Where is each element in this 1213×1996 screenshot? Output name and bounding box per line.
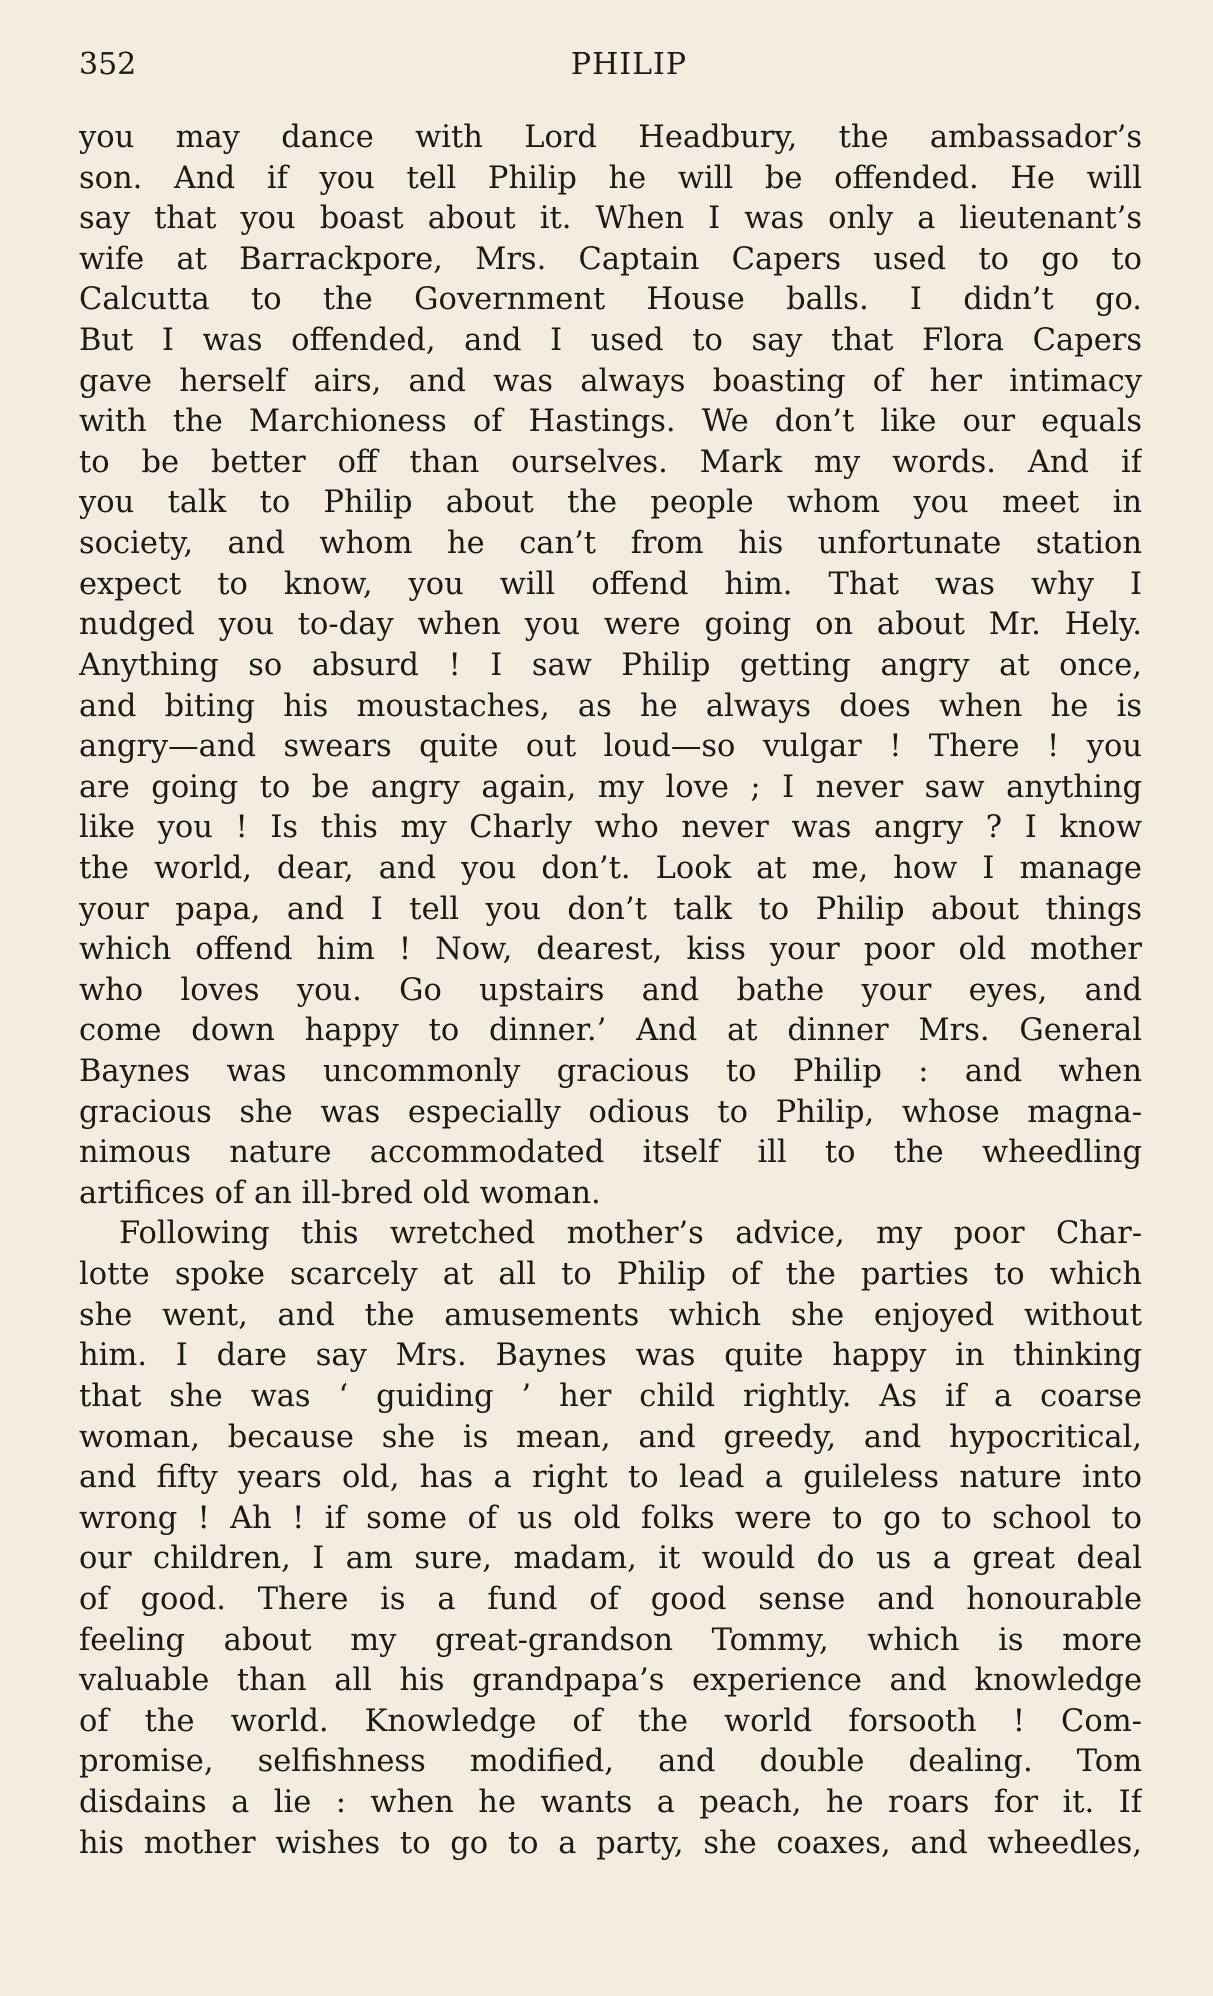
text-line: son. And if you tell Philip he will be offended. He will: [79, 160, 1142, 196]
text-line: wife at Barrackpore, Mrs. Captain Capers used to go to: [79, 241, 1142, 277]
text-line: lotte spoke scarcely at all to Philip of the parties to which: [79, 1257, 1142, 1293]
text-line: nimous nature accommodated itself ill to the wheedling: [79, 1135, 1142, 1171]
text-line: she went, and the amusements which she enjoyed without: [79, 1297, 1142, 1333]
text-line: society, and whom he can’t from his unfortunate station: [79, 526, 1142, 562]
text-line: which offend him ! Now, dearest, kiss your poor old mother: [79, 932, 1142, 968]
text-line: you may dance with Lord Headbury, the ambassador’s: [79, 120, 1142, 155]
text-line: the world, dear, and you don’t. Look at me, how I manage: [79, 850, 1142, 886]
body-text: [79, 118, 1142, 1864]
text-line: his mother wishes to go to a party, she coaxes, and wheedles,: [79, 1825, 1142, 1861]
text-line: with the Marchioness of Hastings. We don’t like our equals: [79, 404, 1142, 440]
running-title: PHILIP: [570, 47, 688, 82]
text-line: wrong ! Ah ! if some of us old folks were to go to school to: [79, 1500, 1142, 1536]
text-line: nudged you to-day when you were going on about Mr. Hely.: [79, 607, 1142, 643]
text-line: who loves you. Go upstairs and bathe your eyes, and: [79, 972, 1142, 1008]
text-line: say that you boast about it. When I was only a lieutenant’s: [79, 201, 1142, 237]
text-line: disdains a lie : when he wants a peach, he roars for it. If: [79, 1784, 1142, 1820]
text-line: Baynes was uncommonly gracious to Philip : and when: [79, 1054, 1142, 1090]
text-line: our children, I am sure, madam, it would do us a great deal: [79, 1541, 1142, 1577]
text-line: you talk to Philip about the people whom you meet in: [79, 485, 1142, 521]
text-line: him. I dare say Mrs. Baynes was quite happy in thinking: [79, 1338, 1142, 1374]
text-line: Anything so absurd ! I saw Philip getting angry at once,: [79, 647, 1142, 683]
text-line: gave herself airs, and was always boasting of her intimacy: [79, 363, 1142, 399]
paragraph: [79, 118, 1142, 1214]
text-line: angry—and swears quite out loud—so vulgar ! There ! you: [79, 729, 1142, 765]
text-line: woman, because she is mean, and greedy, and hypocritical,: [79, 1419, 1142, 1455]
text-line: that she was ‘ guiding ’ her child rightly. As if a coarse: [79, 1378, 1142, 1414]
text-line: are going to be angry again, my love ; I never saw anything: [79, 769, 1142, 805]
text-line: gracious she was especially odious to Philip, whose magna-: [79, 1094, 1142, 1130]
text-line: like you ! Is this my Charly who never was angry ? I know: [79, 810, 1142, 846]
text-line: of good. There is a fund of good sense and honourable: [79, 1581, 1142, 1617]
text-line: promise, selfishness modified, and double dealing. Tom: [79, 1744, 1142, 1780]
text-line: feeling about my great-grandson Tommy, which is more: [79, 1622, 1142, 1658]
text-line: Calcutta to the Government House balls. I didn’t go.: [79, 282, 1142, 318]
running-head: [79, 44, 1139, 86]
text-line: come down happy to dinner.’ And at dinner Mrs. General: [79, 1013, 1142, 1049]
text-line: and biting his moustaches, as he always does when he is: [79, 688, 1142, 724]
text-line: artifices of an ill-bred old woman.: [79, 1175, 601, 1211]
page-number: 352: [79, 47, 137, 82]
text-line: your papa, and I tell you don’t talk to Philip about things: [79, 891, 1142, 927]
paragraph: [79, 1214, 1142, 1864]
text-line: But I was offended, and I used to say that Flora Capers: [79, 323, 1142, 359]
text-line: and fifty years old, has a right to lead a guileless nature into: [79, 1460, 1142, 1496]
text-line: to be better off than ourselves. Mark my words. And if: [79, 444, 1142, 480]
text-line: expect to know, you will offend him. That was why I: [79, 566, 1142, 602]
text-line: valuable than all his grandpapa’s experience and knowledge: [79, 1663, 1142, 1699]
text-line: of the world. Knowledge of the world forsooth ! Com-: [79, 1703, 1142, 1739]
text-line: Following this wretched mother’s advice, my poor Char-: [119, 1216, 1142, 1252]
